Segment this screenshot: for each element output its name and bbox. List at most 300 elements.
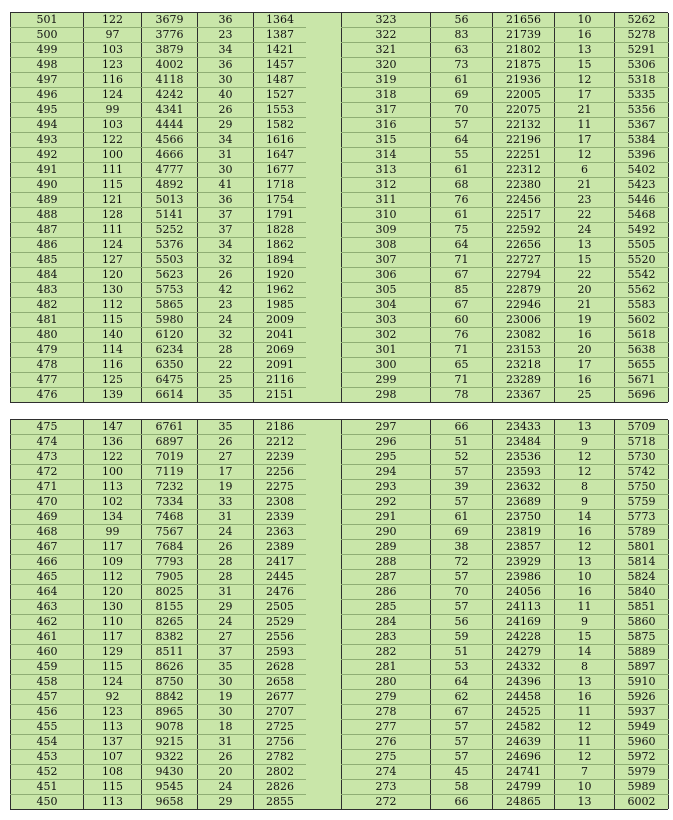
table-cell: 1985 <box>254 298 307 313</box>
table-cell: 1718 <box>254 178 307 193</box>
table-row <box>11 630 307 645</box>
table-cell: 2628 <box>254 660 307 675</box>
table-row <box>11 358 307 373</box>
table-cell: 57 <box>431 570 493 585</box>
table-cell: 2417 <box>254 555 307 570</box>
table-cell: 57 <box>431 750 493 765</box>
table-cell: 121 <box>84 193 142 208</box>
table-cell: 117 <box>84 630 142 645</box>
table-cell: 493 <box>11 133 84 148</box>
table-cell: 5623 <box>142 268 198 283</box>
table-cell: 5750 <box>615 480 669 495</box>
table-cell: 24 <box>198 525 254 540</box>
table-row <box>342 540 669 555</box>
table-cell: 23593 <box>493 465 555 480</box>
table-row <box>342 343 669 358</box>
table-cell: 110 <box>84 615 142 630</box>
table-row <box>11 253 307 268</box>
table-cell: 21739 <box>493 28 555 43</box>
table-cell: 5278 <box>615 28 669 43</box>
table-row <box>342 328 669 343</box>
table-cell: 116 <box>84 358 142 373</box>
table-cell: 458 <box>11 675 84 690</box>
table-cell: 10 <box>555 13 615 28</box>
table-cell: 4666 <box>142 148 198 163</box>
table-cell: 123 <box>84 705 142 720</box>
table-cell: 8750 <box>142 675 198 690</box>
table-cell: 23 <box>198 298 254 313</box>
table-cell: 479 <box>11 343 84 358</box>
table-cell: 316 <box>342 118 431 133</box>
table-cell: 16 <box>555 373 615 388</box>
table-cell: 288 <box>342 555 431 570</box>
table-cell: 136 <box>84 435 142 450</box>
table-cell: 12 <box>555 540 615 555</box>
table-row <box>11 388 307 403</box>
table-cell: 36 <box>198 13 254 28</box>
table-cell: 31 <box>198 585 254 600</box>
table-cell: 92 <box>84 690 142 705</box>
table-cell: 5013 <box>142 193 198 208</box>
table-cell: 16 <box>555 525 615 540</box>
table-row <box>11 780 307 795</box>
table-cell: 124 <box>84 675 142 690</box>
table-cell: 5696 <box>615 388 669 403</box>
table-row <box>11 525 307 540</box>
table-cell: 100 <box>84 465 142 480</box>
table-cell: 22656 <box>493 238 555 253</box>
table-cell: 23536 <box>493 450 555 465</box>
table-row <box>342 178 669 193</box>
table-cell: 6475 <box>142 373 198 388</box>
table-cell: 278 <box>342 705 431 720</box>
table-cell: 57 <box>431 600 493 615</box>
table-cell: 1387 <box>254 28 307 43</box>
table-cell: 7232 <box>142 480 198 495</box>
table-cell: 5773 <box>615 510 669 525</box>
table-row <box>342 480 669 495</box>
table-cell: 18 <box>198 720 254 735</box>
table-cell: 24 <box>198 780 254 795</box>
table-cell: 497 <box>11 73 84 88</box>
table-cell: 465 <box>11 570 84 585</box>
table-cell: 296 <box>342 435 431 450</box>
table-cell: 1553 <box>254 103 307 118</box>
table-cell: 76 <box>431 328 493 343</box>
table-cell: 24332 <box>493 660 555 675</box>
table-cell: 5897 <box>615 660 669 675</box>
table-cell: 128 <box>84 208 142 223</box>
table-cell: 2256 <box>254 465 307 480</box>
table-cell: 5423 <box>615 178 669 193</box>
table-row <box>342 675 669 690</box>
table-cell: 475 <box>11 420 84 435</box>
table-cell: 7 <box>555 765 615 780</box>
table-cell: 305 <box>342 283 431 298</box>
table-cell: 9545 <box>142 780 198 795</box>
table-row <box>11 193 307 208</box>
table-row <box>342 268 669 283</box>
table-cell: 64 <box>431 675 493 690</box>
table-cell: 5926 <box>615 690 669 705</box>
table-cell: 9658 <box>142 795 198 810</box>
table-cell: 42 <box>198 283 254 298</box>
table-cell: 454 <box>11 735 84 750</box>
table-cell: 67 <box>431 705 493 720</box>
table-row <box>342 690 669 705</box>
table-cell: 274 <box>342 765 431 780</box>
table-cell: 116 <box>84 73 142 88</box>
table-cell: 24396 <box>493 675 555 690</box>
table-cell: 450 <box>11 795 84 810</box>
table-cell: 6761 <box>142 420 198 435</box>
table-cell: 52 <box>431 450 493 465</box>
table-cell: 6 <box>555 163 615 178</box>
table-cell: 460 <box>11 645 84 660</box>
table-cell: 5492 <box>615 223 669 238</box>
table-cell: 462 <box>11 615 84 630</box>
table-cell: 472 <box>11 465 84 480</box>
table-cell: 289 <box>342 540 431 555</box>
table-cell: 115 <box>84 780 142 795</box>
table-cell: 29 <box>198 118 254 133</box>
table-cell: 314 <box>342 148 431 163</box>
table-cell: 8626 <box>142 660 198 675</box>
table-cell: 2363 <box>254 525 307 540</box>
table-cell: 124 <box>84 238 142 253</box>
table-cell: 9322 <box>142 750 198 765</box>
table-row <box>342 630 669 645</box>
table-row <box>11 435 307 450</box>
table-cell: 31 <box>198 148 254 163</box>
table-cell: 2389 <box>254 540 307 555</box>
table-cell: 122 <box>84 13 142 28</box>
table-cell: 16 <box>555 585 615 600</box>
table-cell: 22727 <box>493 253 555 268</box>
table-cell: 4341 <box>142 103 198 118</box>
table-cell: 452 <box>11 765 84 780</box>
table-cell: 4242 <box>142 88 198 103</box>
table-cell: 4892 <box>142 178 198 193</box>
table-cell: 2855 <box>254 795 307 810</box>
table-cell: 12 <box>555 720 615 735</box>
table-cell: 481 <box>11 313 84 328</box>
table-cell: 5583 <box>615 298 669 313</box>
table-cell: 299 <box>342 373 431 388</box>
table-cell: 129 <box>84 645 142 660</box>
table-cell: 36 <box>198 58 254 73</box>
table-cell: 12 <box>555 465 615 480</box>
table-cell: 5889 <box>615 645 669 660</box>
table-cell: 5402 <box>615 163 669 178</box>
table-cell: 24696 <box>493 750 555 765</box>
table-cell: 303 <box>342 313 431 328</box>
table-cell: 2677 <box>254 690 307 705</box>
table-cell: 5865 <box>142 298 198 313</box>
table-cell: 7793 <box>142 555 198 570</box>
table-cell: 4777 <box>142 163 198 178</box>
table-cell: 1920 <box>254 268 307 283</box>
table-cell: 125 <box>84 373 142 388</box>
table-cell: 22592 <box>493 223 555 238</box>
table-cell: 4118 <box>142 73 198 88</box>
table-cell: 30 <box>198 163 254 178</box>
table-cell: 1791 <box>254 208 307 223</box>
table-cell: 39 <box>431 480 493 495</box>
table-cell: 319 <box>342 73 431 88</box>
table-cell: 115 <box>84 660 142 675</box>
table-cell: 103 <box>84 43 142 58</box>
table-cell: 280 <box>342 675 431 690</box>
table-cell: 15 <box>555 58 615 73</box>
table-cell: 5753 <box>142 283 198 298</box>
table-cell: 8842 <box>142 690 198 705</box>
column-divider <box>306 420 341 809</box>
table-row <box>342 298 669 313</box>
table-row <box>11 373 307 388</box>
table-cell: 28 <box>198 570 254 585</box>
table-cell: 28 <box>198 343 254 358</box>
table-cell: 477 <box>11 373 84 388</box>
table-cell: 488 <box>11 208 84 223</box>
table-cell: 6120 <box>142 328 198 343</box>
table-row <box>11 73 307 88</box>
table-cell: 300 <box>342 358 431 373</box>
table-cell: 312 <box>342 178 431 193</box>
table-cell: 16 <box>555 328 615 343</box>
table-cell: 68 <box>431 178 493 193</box>
table-row <box>342 163 669 178</box>
table-cell: 7684 <box>142 540 198 555</box>
table-cell: 467 <box>11 540 84 555</box>
table-cell: 28 <box>198 555 254 570</box>
table-cell: 301 <box>342 343 431 358</box>
table-cell: 5801 <box>615 540 669 555</box>
table-cell: 293 <box>342 480 431 495</box>
table-cell: 9215 <box>142 735 198 750</box>
table-row <box>342 58 669 73</box>
table-cell: 69 <box>431 88 493 103</box>
table-cell: 284 <box>342 615 431 630</box>
table-cell: 1677 <box>254 163 307 178</box>
table-cell: 302 <box>342 328 431 343</box>
table-cell: 5562 <box>615 283 669 298</box>
table-cell: 5814 <box>615 555 669 570</box>
table-row <box>342 43 669 58</box>
table-cell: 71 <box>431 253 493 268</box>
table-cell: 58 <box>431 780 493 795</box>
table-row <box>342 223 669 238</box>
table-cell: 292 <box>342 495 431 510</box>
table-row <box>11 465 307 480</box>
table-cell: 23433 <box>493 420 555 435</box>
table-cell: 123 <box>84 58 142 73</box>
table-cell: 501 <box>11 13 84 28</box>
table-cell: 14 <box>555 510 615 525</box>
table-cell: 21 <box>555 298 615 313</box>
table-row <box>11 570 307 585</box>
table-cell: 2782 <box>254 750 307 765</box>
table-cell: 147 <box>84 420 142 435</box>
table-cell: 113 <box>84 795 142 810</box>
table-cell: 85 <box>431 283 493 298</box>
table-cell: 5671 <box>615 373 669 388</box>
table-cell: 23 <box>198 28 254 43</box>
table-cell: 279 <box>342 690 431 705</box>
table-cell: 5949 <box>615 720 669 735</box>
table-cell: 1527 <box>254 88 307 103</box>
table-row <box>11 585 307 600</box>
table-cell: 75 <box>431 223 493 238</box>
table-cell: 8382 <box>142 630 198 645</box>
table-cell: 26 <box>198 268 254 283</box>
table-row <box>342 750 669 765</box>
table-cell: 2529 <box>254 615 307 630</box>
table-cell: 72 <box>431 555 493 570</box>
table-cell: 31 <box>198 510 254 525</box>
table-cell: 23750 <box>493 510 555 525</box>
table-row <box>11 690 307 705</box>
table-cell: 2186 <box>254 420 307 435</box>
table-cell: 492 <box>11 148 84 163</box>
table-cell: 130 <box>84 600 142 615</box>
table-cell: 109 <box>84 555 142 570</box>
table-cell: 311 <box>342 193 431 208</box>
table-cell: 103 <box>84 118 142 133</box>
table-cell: 5742 <box>615 465 669 480</box>
table-cell: 35 <box>198 420 254 435</box>
table-cell: 13 <box>555 43 615 58</box>
table-cell: 286 <box>342 585 431 600</box>
table-cell: 21656 <box>493 13 555 28</box>
table-cell: 122 <box>84 450 142 465</box>
table-cell: 61 <box>431 163 493 178</box>
table-cell: 307 <box>342 253 431 268</box>
table-cell: 24056 <box>493 585 555 600</box>
table-cell: 61 <box>431 510 493 525</box>
table-cell: 451 <box>11 780 84 795</box>
table-row <box>11 540 307 555</box>
table-cell: 23689 <box>493 495 555 510</box>
table-row <box>342 358 669 373</box>
table-row <box>342 735 669 750</box>
table-row <box>342 585 669 600</box>
table-cell: 24741 <box>493 765 555 780</box>
table-cell: 120 <box>84 268 142 283</box>
table-cell: 24279 <box>493 645 555 660</box>
table-cell: 1421 <box>254 43 307 58</box>
table-cell: 320 <box>342 58 431 73</box>
table-cell: 67 <box>431 268 493 283</box>
table-cell: 61 <box>431 73 493 88</box>
table-cell: 21 <box>555 178 615 193</box>
table-cell: 38 <box>431 540 493 555</box>
table-row <box>11 450 307 465</box>
table-cell: 2239 <box>254 450 307 465</box>
table-cell: 2445 <box>254 570 307 585</box>
table-cell: 60 <box>431 313 493 328</box>
table-cell: 294 <box>342 465 431 480</box>
table-cell: 21936 <box>493 73 555 88</box>
table-cell: 5759 <box>615 495 669 510</box>
table-cell: 2275 <box>254 480 307 495</box>
table-cell: 2009 <box>254 313 307 328</box>
table-cell: 37 <box>198 208 254 223</box>
table-row <box>11 480 307 495</box>
table-cell: 26 <box>198 435 254 450</box>
table-cell: 23986 <box>493 570 555 585</box>
table-cell: 471 <box>11 480 84 495</box>
table-cell: 55 <box>431 148 493 163</box>
table-cell: 139 <box>84 388 142 403</box>
table-cell: 5960 <box>615 735 669 750</box>
table-cell: 8511 <box>142 645 198 660</box>
table-cell: 473 <box>11 450 84 465</box>
table-cell: 13 <box>555 420 615 435</box>
table-cell: 490 <box>11 178 84 193</box>
table-cell: 13 <box>555 238 615 253</box>
table-row <box>342 148 669 163</box>
table-row <box>342 570 669 585</box>
table-row <box>11 675 307 690</box>
table-row <box>11 133 307 148</box>
table-cell: 476 <box>11 388 84 403</box>
table-cell: 285 <box>342 600 431 615</box>
table-cell: 8965 <box>142 705 198 720</box>
table-row <box>342 765 669 780</box>
table-cell: 64 <box>431 238 493 253</box>
table-cell: 5503 <box>142 253 198 268</box>
table-cell: 2556 <box>254 630 307 645</box>
table-cell: 27 <box>198 630 254 645</box>
table-row <box>11 660 307 675</box>
table-cell: 14 <box>555 645 615 660</box>
table-cell: 461 <box>11 630 84 645</box>
table-cell: 5318 <box>615 73 669 88</box>
table-cell: 5356 <box>615 103 669 118</box>
table-cell: 71 <box>431 343 493 358</box>
table-cell: 5875 <box>615 630 669 645</box>
table-row <box>11 645 307 660</box>
table-cell: 22946 <box>493 298 555 313</box>
table-cell: 5709 <box>615 420 669 435</box>
table-cell: 298 <box>342 388 431 403</box>
table-cell: 5910 <box>615 675 669 690</box>
table-cell: 37 <box>198 645 254 660</box>
table-cell: 306 <box>342 268 431 283</box>
table-cell: 117 <box>84 540 142 555</box>
table-cell: 20 <box>555 343 615 358</box>
table-cell: 7567 <box>142 525 198 540</box>
table-cell: 2069 <box>254 343 307 358</box>
table-cell: 64 <box>431 133 493 148</box>
table-cell: 34 <box>198 238 254 253</box>
table-cell: 23484 <box>493 435 555 450</box>
table-cell: 23006 <box>493 313 555 328</box>
table-cell: 107 <box>84 750 142 765</box>
table-row <box>342 510 669 525</box>
table-cell: 100 <box>84 148 142 163</box>
table-cell: 130 <box>84 283 142 298</box>
table-cell: 6350 <box>142 358 198 373</box>
table-row <box>11 615 307 630</box>
table-cell: 495 <box>11 103 84 118</box>
table-cell: 19 <box>198 690 254 705</box>
table-cell: 25 <box>555 388 615 403</box>
table-cell: 66 <box>431 795 493 810</box>
table-cell: 23819 <box>493 525 555 540</box>
table-cell: 24639 <box>493 735 555 750</box>
